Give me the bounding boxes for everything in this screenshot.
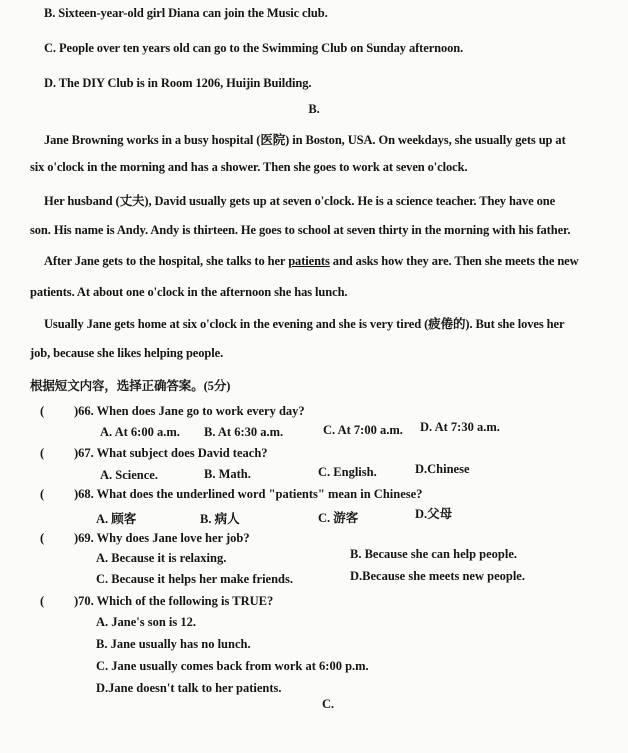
option-d: D. At 7:30 a.m.: [420, 420, 500, 434]
question-69: [40, 531, 250, 546]
passage-line: Usually Jane gets home at six o'clock in the evening and she is very tired (疲倦的). But she loves her: [44, 317, 565, 331]
option-d: D.父母: [415, 507, 453, 521]
answer-blank[interactable]: (: [40, 594, 45, 608]
answer-blank[interactable]: (: [40, 404, 45, 418]
option-a: A. Because it is relaxing.: [96, 551, 227, 565]
option-d: D.Jane doesn't talk to her patients.: [96, 681, 282, 695]
passage-line: six o'clock in the morning and has a shower. Then she goes to work at seven o'clock.: [30, 160, 468, 174]
passage-line: son. His name is Andy. Andy is thirteen. He goes to school at seven thirty in the morning with his father.: [30, 223, 571, 237]
part-a-option-c: C. People over ten years old can go to the Swimming Club on Sunday afternoon.: [44, 41, 464, 55]
passage-text: After Jane gets to the hospital, she talks to her: [44, 254, 289, 268]
option-d: D.Chinese: [415, 462, 470, 476]
answer-blank[interactable]: (: [40, 446, 45, 460]
answer-blank[interactable]: (: [40, 531, 45, 545]
option-a: A. Jane's son is 12.: [96, 615, 197, 629]
option-a: A. 顾客: [96, 512, 137, 526]
part-a-option-b: B. Sixteen-year-old girl Diana can join the Music club.: [44, 6, 328, 20]
question-stem: )69. Why does Jane love her job?: [74, 531, 250, 545]
answer-blank[interactable]: (: [40, 487, 45, 501]
option-a: A. Science.: [100, 468, 158, 482]
question-70: [40, 594, 273, 609]
option-c: C. Jane usually comes back from work at 6:00 p.m.: [96, 659, 369, 673]
question-stem: )70. Which of the following is TRUE?: [74, 594, 274, 608]
instructions: 根据短文内容，选择正确答案。(5分): [30, 379, 231, 393]
passage-line: Jane Browning works in a busy hospital (医院) in Boston, USA. On weekdays, she usually gets up at: [44, 133, 566, 147]
underlined-word-patients: patients: [288, 254, 330, 268]
passage-line: Her husband (丈夫), David usually gets up at seven o'clock. He is a science teacher. They have one: [44, 194, 556, 208]
passage-line: patients. At about one o'clock in the afternoon she has lunch.: [30, 285, 348, 299]
question-stem: )68. What does the underlined word "patients" mean in Chinese?: [74, 487, 423, 501]
option-b: B. Because she can help people.: [350, 547, 518, 561]
part-a-option-d: D. The DIY Club is in Room 1206, Huijin Building.: [44, 76, 312, 90]
question-68: [40, 487, 422, 502]
option-c: C. Because it helps her make friends.: [96, 572, 293, 586]
passage-line: job, because she likes helping people.: [30, 346, 224, 360]
section-c-heading: C.: [322, 697, 334, 711]
question-stem: )67. What subject does David teach?: [74, 446, 268, 460]
option-c: C. 游客: [318, 511, 359, 525]
question-66: [40, 404, 305, 419]
option-b: B. At 6:30 a.m.: [204, 425, 284, 439]
question-stem: )66. When does Jane go to work every day?: [74, 404, 305, 418]
passage-text: and asks how they are. Then she meets the new: [329, 254, 579, 268]
section-b-heading: B.: [308, 102, 320, 116]
question-67: [40, 446, 268, 461]
passage-line: [44, 254, 579, 269]
option-b: B. 病人: [200, 512, 240, 526]
option-d: D.Because she meets new people.: [350, 569, 525, 583]
option-c: C. At 7:00 a.m.: [323, 423, 403, 437]
option-b: B. Jane usually has no lunch.: [96, 637, 251, 651]
option-b: B. Math.: [204, 467, 251, 481]
option-a: A. At 6:00 a.m.: [100, 425, 180, 439]
option-c: C. English.: [318, 465, 377, 479]
